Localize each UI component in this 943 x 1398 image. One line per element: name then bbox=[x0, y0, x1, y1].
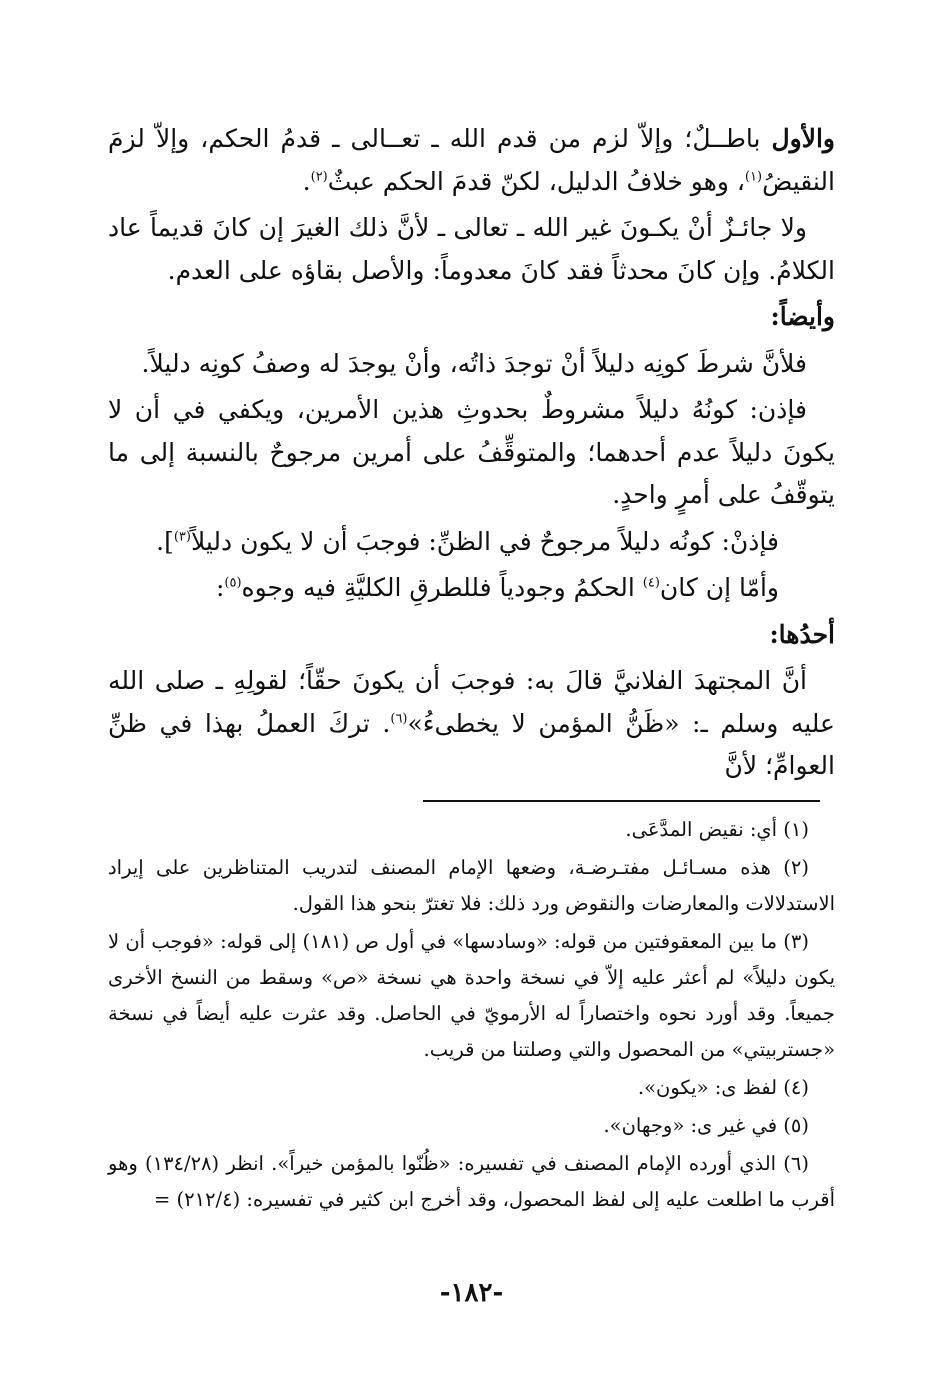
footnotes bbox=[108, 812, 835, 1220]
paragraph-2: ولا جائـزٌ أنْ يكـونَ غير الله ـ تعالى ـ لأنَّ ذلك الغيرَ إن كانَ قديماً عاد الكلامُ. وإن كانَ محدثاً فقد كانَ معدوماً: والأصل بقاؤه على العدم. bbox=[108, 213, 835, 285]
paragraph-7 bbox=[108, 660, 835, 788]
paragraph-3: فلأنَّ شرطَ كونِه دليلاً أنْ توجدَ ذاتُه، وأنْ يوجدَ له وصفُ كونِه دليلاً. bbox=[141, 348, 807, 378]
paragraph-7-text-a: أنَّ المجتهدَ الفلانيَّ قالَ به: فوجبَ أن يكونَ حقّاً؛ لقولِهِ ـ صلى الله عليه وسلم ـ: «ظَنُّ المؤمن لا يخطىءُ» bbox=[108, 666, 835, 738]
footnote-6: (٦) الذي أورده الإمام المصنف في تفسيره: «ظُنّوا بالمؤمن خيراً». انظر (١٣٤/٢٨) وهو أقرب ما اطلعت عليه إلى لفظ المحصول، وقد أخرج ابن كثير في تفسيره: (٢١٢/٤) = bbox=[108, 1152, 835, 1211]
paragraph-7-text-b: . تركَ العملُ بهذا في ظنِّ العوامِّ؛ لأنَّ bbox=[108, 708, 835, 780]
footnote-2: (٢) هذه مسـائـل مفتـرضـة، وضعها الإمام المصنف لتدريب المتناظرين على إيراد الاستدلالات والمعارضات والنقوض ورد ذلك: فلا تغترّ بنحو هذا القول. bbox=[108, 856, 835, 915]
footnote-ref-3[interactable]: (٣) bbox=[173, 529, 191, 545]
footnote-ref-4[interactable]: (٤) bbox=[642, 575, 660, 591]
paragraph-5-text-b: ]. bbox=[156, 526, 174, 556]
footnote-1: (١) أي: نقيض المدَّعَى. bbox=[625, 818, 809, 841]
section-heading-first: أحدُها: bbox=[769, 619, 835, 649]
section-heading-also: وأيضاً: bbox=[770, 302, 835, 331]
footnote-ref-1[interactable]: (١) bbox=[744, 169, 763, 185]
footnote-ref-2[interactable]: (٢) bbox=[310, 169, 328, 185]
paragraph-4: فإذن: كونُهُ دليلاً مشروطٌ بحدوثِ هذين الأمرين، ويكفي في أن لا يكونَ دليلاً عدم أحدهما؛ والمتوقِّفُ على أمرين مرجوحٌ بالنسبة إلى ما يتوقّفُ على أمرٍ واحدٍ. bbox=[108, 395, 835, 509]
page-number: -١٨٢- bbox=[439, 1278, 504, 1308]
paragraph-1-text-b: ، وهو خلافُ الدليل، لكنّ قدمَ الحكم عبثٌ bbox=[327, 166, 745, 196]
paragraph-lead-word: والأول bbox=[771, 124, 835, 153]
main-text bbox=[108, 118, 835, 792]
paragraph-5-text-a: فإذنْ: كونُه دليلاً مرجوحٌ في الظنِّ: فوجبَ أن لا يكون دليلاً bbox=[190, 526, 779, 556]
footnote-4: (٤) لفظ ى: «يكون». bbox=[637, 1076, 809, 1099]
footnote-5: (٥) في غير ى: «وجهان». bbox=[603, 1114, 809, 1137]
paragraph-5 bbox=[108, 521, 835, 564]
paragraph-6 bbox=[108, 567, 835, 610]
paragraph-6-text-b: الحكمُ وجودياً فللطرقِ الكليَّةِ فيه وجوه bbox=[241, 573, 643, 602]
paragraph-6-text-a: وأمّا إن كان bbox=[659, 573, 779, 602]
paragraph-6-text-c: : bbox=[215, 573, 225, 602]
footnote-ref-6[interactable]: (٦) bbox=[390, 711, 408, 727]
paragraph-1-text-c: . bbox=[302, 166, 311, 196]
paragraph-1 bbox=[108, 118, 835, 203]
footnote-3: (٣) ما بين المعقوفتين من قوله: «وسادسها» في أول ص (١٨١) إلى قوله: «فوجب أن لا يكون دليلاً» لم أعثر عليه إلاّ في نسخة واحدة هي نسخة «ص» وسقط من النسخ الأخرى جميعاً. وقد أورد نحوه واختصاراً له الأرمويّ في الحاصل. وقد عثرت عليه أيضاً في نسخة «جستربيتي» من المحصول والتي وصلتنا من قريب. bbox=[108, 930, 835, 1061]
paragraph-1-text-a: باطــلٌ؛ وإلاّ لزم من قدم الله ـ تعــالى ـ قدمُ الحكم، وإلاّ لزمَ النقيضُ bbox=[108, 124, 835, 196]
footnote-ref-5[interactable]: (٥) bbox=[224, 575, 242, 591]
footnote-divider bbox=[423, 800, 820, 802]
